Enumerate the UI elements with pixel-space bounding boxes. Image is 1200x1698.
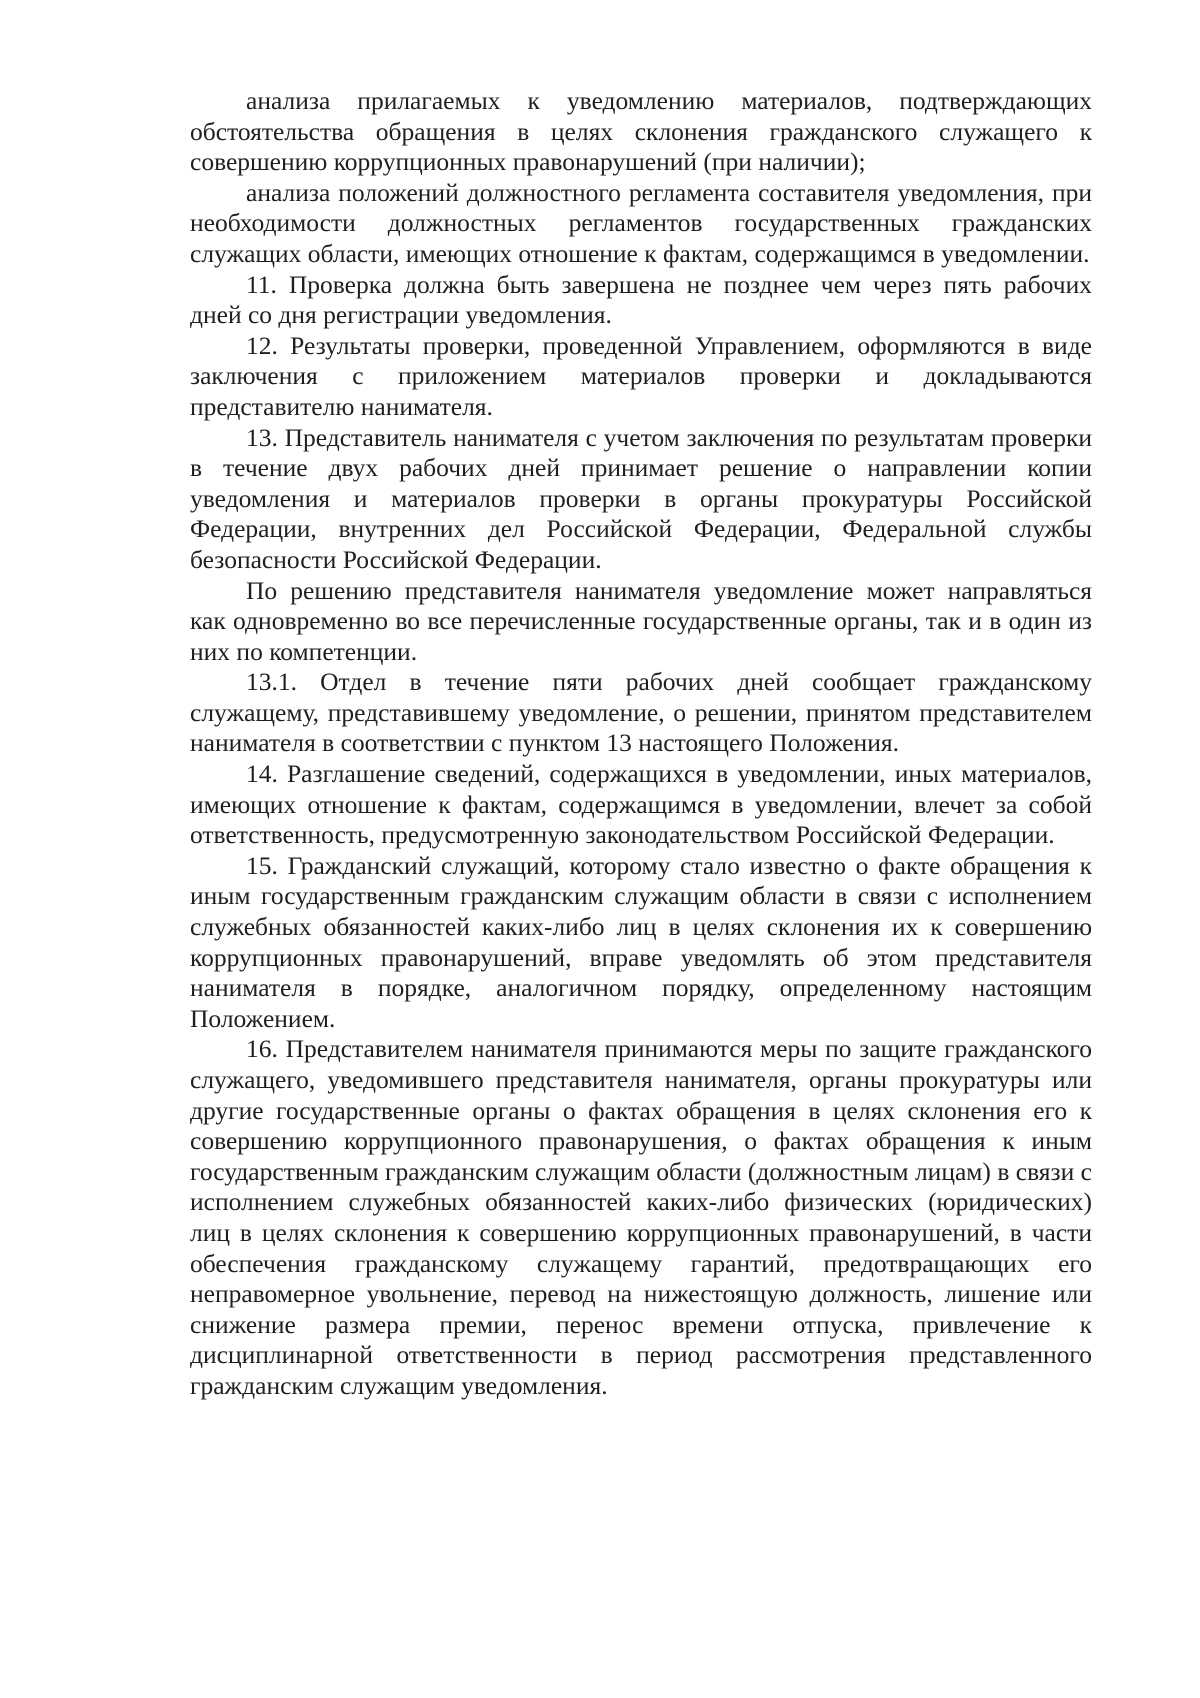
paragraph-14: 14. Разглашение сведений, содержащихся в уведомлении, иных материалов, имеющих отношение к фактам, содержащимся в уведомлении, влечет за собой ответственность, предусмотренную законодательством Российской Федерации. — [190, 759, 1092, 850]
paragraph-16: 16. Представителем нанимателя принимаются меры по защите гражданского служащего, уведомившего представителя нанимателя, органы прокуратуры или другие государственные органы о фактах обращения в целях склонения его к совершению коррупционного правонарушения, о фактах обращения к иным государственным гражданским служащим области (должностным лицам) в связи с исполнением служебных обязанностей каких-либо физических (юридических) лиц в целях склонения к совершению коррупционных правонарушений, в части обеспечения гражданскому служащему гарантий, предотвращающих его неправомерное увольнение, перевод на нижестоящую должность, лишение или снижение размера премии, перенос времени отпуска, привлечение к дисциплинарной ответственности в период рассмотрения представленного гражданским служащим уведомления. — [190, 1034, 1092, 1400]
paragraph-13: 13. Представитель нанимателя с учетом заключения по результатам проверки в течение двух рабочих дней принимает решение о направлении копии уведомления и материалов проверки в органы прокуратуры Российской Федерации, внутренних дел Российской Федерации, Федеральной службы безопасности Российской Федерации. — [190, 422, 1092, 574]
paragraph-12: 12. Результаты проверки, проведенной Управлением, оформляются в виде заключения с приложением материалов проверки и докладываются представителю нанимателя. — [190, 330, 1092, 421]
paragraph-13-1: 13.1. Отдел в течение пяти рабочих дней сообщает гражданскому служащему, представившему уведомление, о решении, принятом представителем нанимателя в соответствии с пунктом 13 настоящего Положения. — [190, 667, 1092, 758]
paragraph-13-continuation: По решению представителя нанимателя уведомление может направляться как одновременно во все перечисленные государственные органы, так и в один из них по компетенции. — [190, 575, 1092, 666]
paragraph-analysis-regulations: анализа положений должностного регламента составителя уведомления, при необходимости должностных регламентов государственных гражданских служащих области, имеющих отношение к фактам, содержащимся в уведомлении. — [190, 177, 1092, 268]
paragraph-11: 11. Проверка должна быть завершена не позднее чем через пять рабочих дней со дня регистрации уведомления. — [190, 269, 1092, 330]
paragraph-15: 15. Гражданский служащий, которому стало известно о факте обращения к иным государственным гражданским служащим области в связи с исполнением служебных обязанностей каких-либо лиц в целях склонения их к совершению коррупционных правонарушений, вправе уведомлять об этом представителя нанимателя в порядке, аналогичном порядку, определенному настоящим Положением. — [190, 850, 1092, 1033]
paragraph-analysis-materials: анализа прилагаемых к уведомлению материалов, подтверждающих обстоятельства обращения в целях склонения гражданского служащего к совершению коррупционных правонарушений (при наличии); — [190, 86, 1092, 177]
document-page — [190, 86, 1092, 1402]
